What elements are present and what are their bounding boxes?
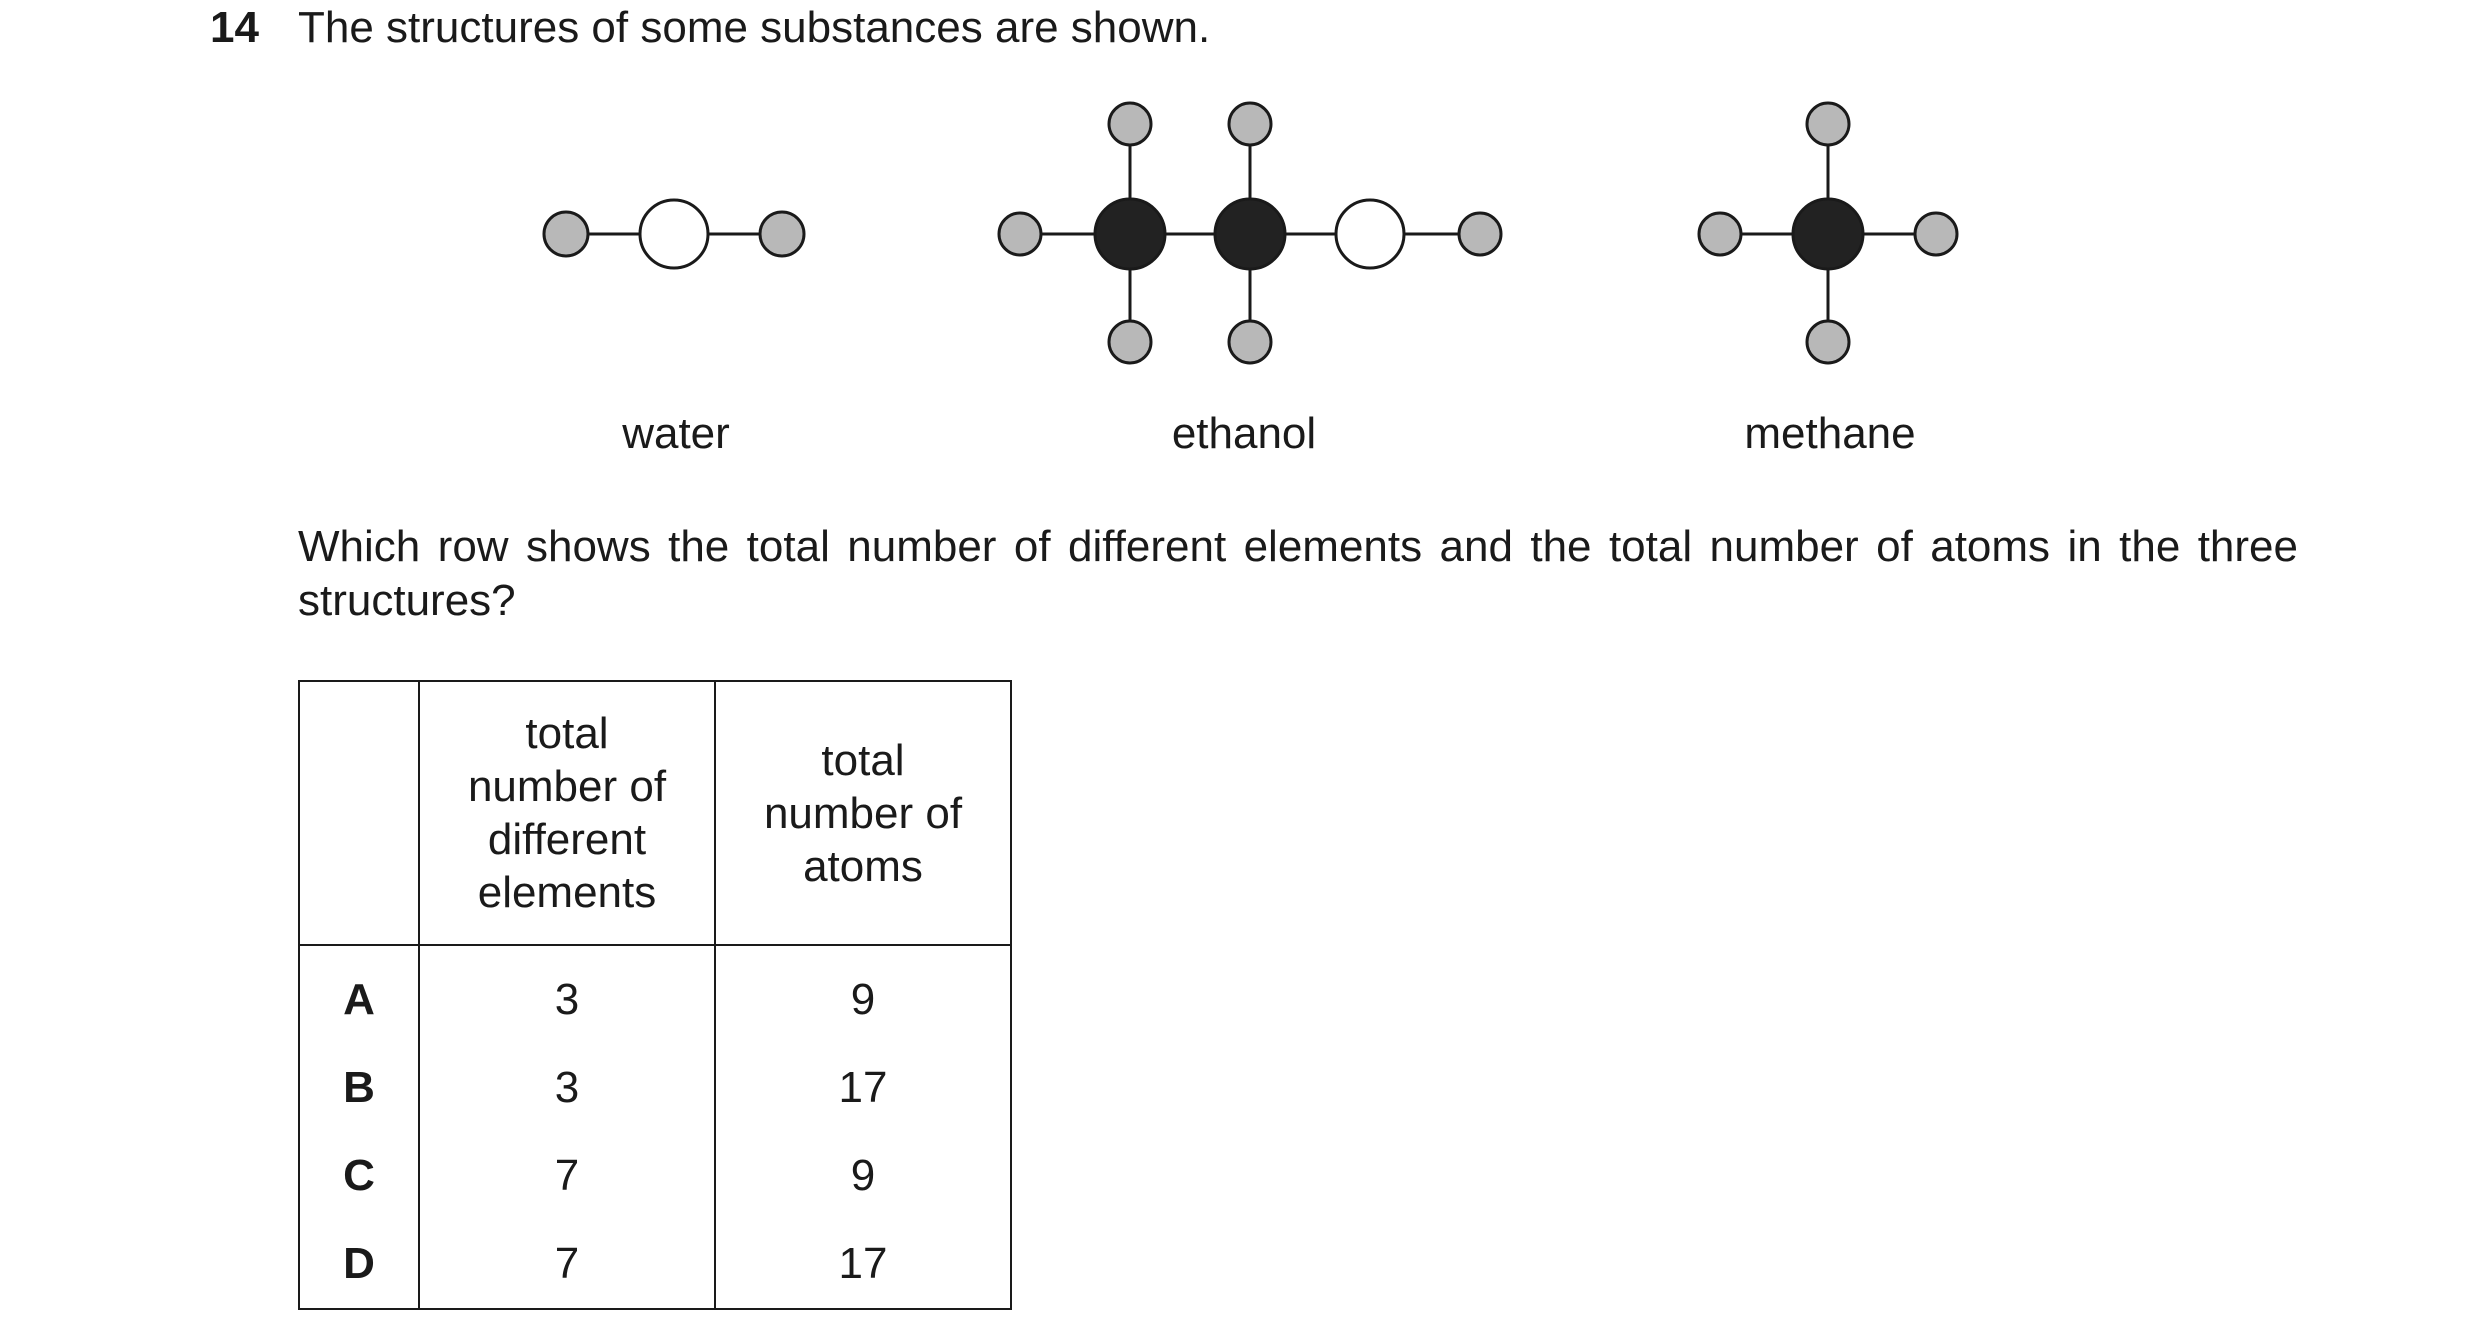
carbon-atom — [1215, 199, 1285, 269]
hydrogen-atom — [1109, 103, 1151, 145]
hydrogen-atom — [1109, 321, 1151, 363]
header-elements-cell — [419, 681, 715, 945]
oxygen-atom — [1336, 200, 1404, 268]
elements-value: 7 — [419, 1132, 715, 1220]
header-atoms-cell — [715, 681, 1011, 945]
hydrogen-atom — [999, 213, 1041, 255]
water-label: water — [622, 409, 730, 458]
table-row[interactable] — [299, 1044, 1011, 1132]
hydrogen-atom — [1807, 321, 1849, 363]
water-structure — [544, 200, 804, 268]
ethanol-structure — [999, 103, 1501, 363]
table-row[interactable] — [299, 1132, 1011, 1220]
elements-value: 7 — [419, 1220, 715, 1309]
hydrogen-atom — [1229, 103, 1271, 145]
table-header-row — [299, 681, 1011, 945]
table-row[interactable] — [299, 1220, 1011, 1309]
atoms-value: 17 — [715, 1044, 1011, 1132]
hydrogen-atom — [1699, 213, 1741, 255]
option-key: C — [299, 1132, 419, 1220]
carbon-atom — [1095, 199, 1165, 269]
hydrogen-atom — [1459, 213, 1501, 255]
atoms-value: 17 — [715, 1220, 1011, 1309]
elements-value: 3 — [419, 945, 715, 1044]
header-atoms-label: total number of atoms — [763, 735, 963, 891]
molecule-structures-diagram — [0, 0, 2480, 480]
elements-value: 3 — [419, 1044, 715, 1132]
atoms-value: 9 — [715, 1132, 1011, 1220]
carbon-atom — [1793, 199, 1863, 269]
methane-structure — [1699, 103, 1957, 363]
option-key: A — [299, 945, 419, 1044]
question-stem: The structures of some substances are shown. — [298, 3, 1211, 52]
ethanol-label: ethanol — [1171, 409, 1317, 458]
table-row[interactable] — [299, 945, 1011, 1044]
hydrogen-atom — [1915, 213, 1957, 255]
header-elements-label: total number of different elements — [467, 709, 667, 917]
question-prompt: Which row shows the total number of different elements and the total number of atoms in the three structures? — [298, 522, 2298, 625]
question-number: 14 — [210, 3, 259, 52]
answer-options-table — [298, 680, 1012, 1310]
option-key: D — [299, 1220, 419, 1309]
header-key-cell — [299, 681, 419, 945]
methane-label: methane — [1744, 409, 1916, 458]
hydrogen-atom — [544, 212, 588, 256]
oxygen-atom — [640, 200, 708, 268]
option-key: B — [299, 1044, 419, 1132]
atoms-value: 9 — [715, 945, 1011, 1044]
hydrogen-atom — [1807, 103, 1849, 145]
hydrogen-atom — [760, 212, 804, 256]
hydrogen-atom — [1229, 321, 1271, 363]
